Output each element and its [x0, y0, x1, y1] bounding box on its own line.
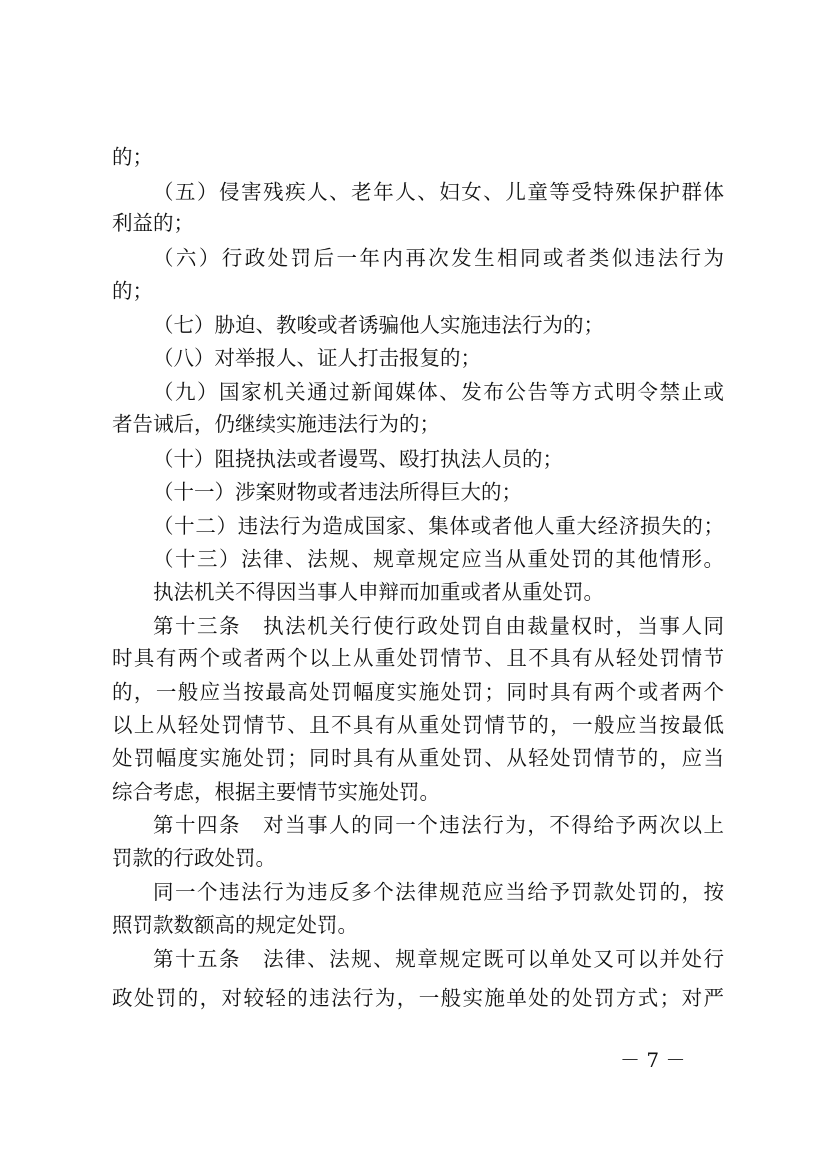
text-line: 利益的；	[112, 211, 194, 235]
text-line: 时具有两个或者两个以上从重处罚情节、且不具有从轻处罚情节	[112, 646, 724, 670]
text-line: （十二）违法行为造成国家、集体或者他人重大经济损失的；	[153, 514, 724, 538]
text-line: 同一个违法行为违反多个法律规范应当给予罚款处罚的，按	[153, 880, 724, 904]
page-number: － 7 －	[620, 1048, 686, 1072]
text-line: 照罚款数额高的规定处罚。	[112, 913, 358, 937]
text-line: 罚款的行政处罚。	[112, 846, 276, 870]
text-line: （十）阻挠执法或者谩骂、殴打执法人员的；	[153, 447, 563, 471]
text-line: 处罚幅度实施处罚；同时具有从重处罚、从轻处罚情节的，应当	[112, 746, 724, 770]
text-line: （九）国家机关通过新闻媒体、发布公告等方式明令禁止或	[153, 380, 724, 404]
text-line: 综合考虑，根据主要情节实施处罚。	[112, 780, 440, 804]
text-line: 的；	[112, 145, 153, 169]
text-line: （八）对举报人、证人打击报复的；	[153, 346, 481, 370]
text-line: 者告诫后，仍继续实施违法行为的；	[112, 412, 440, 436]
text-line: （十一）涉案财物或者违法所得巨大的；	[153, 480, 522, 504]
text-line: 第十三条 执法机关行使行政处罚自由裁量权时，当事人同	[153, 614, 724, 638]
text-line: （十三）法律、法规、规章规定应当从重处罚的其他情形。	[153, 547, 724, 571]
text-line: （七）胁迫、教唆或者诱骗他人实施违法行为的；	[153, 313, 604, 337]
text-line: 第十四条 对当事人的同一个违法行为，不得给予两次以上	[153, 813, 724, 837]
text-line: 第十五条 法律、法规、规章规定既可以单处又可以并处行	[153, 947, 724, 971]
text-line: 以上从轻处罚情节、且不具有从重处罚情节的，一般应当按最低	[112, 713, 724, 737]
text-line: 执法机关不得因当事人申辩而加重或者从重处罚。	[153, 580, 604, 604]
text-line: （五）侵害残疾人、老年人、妇女、儿童等受特殊保护群体	[153, 180, 724, 204]
text-line: 的，一般应当按最高处罚幅度实施处罚；同时具有两个或者两个	[112, 680, 724, 704]
text-line: 政处罚的，对较轻的违法行为，一般实施单处的处罚方式；对严	[112, 986, 724, 1010]
text-line: 的；	[112, 279, 153, 303]
text-line: （六）行政处罚后一年内再次发生相同或者类似违法行为	[153, 246, 724, 270]
